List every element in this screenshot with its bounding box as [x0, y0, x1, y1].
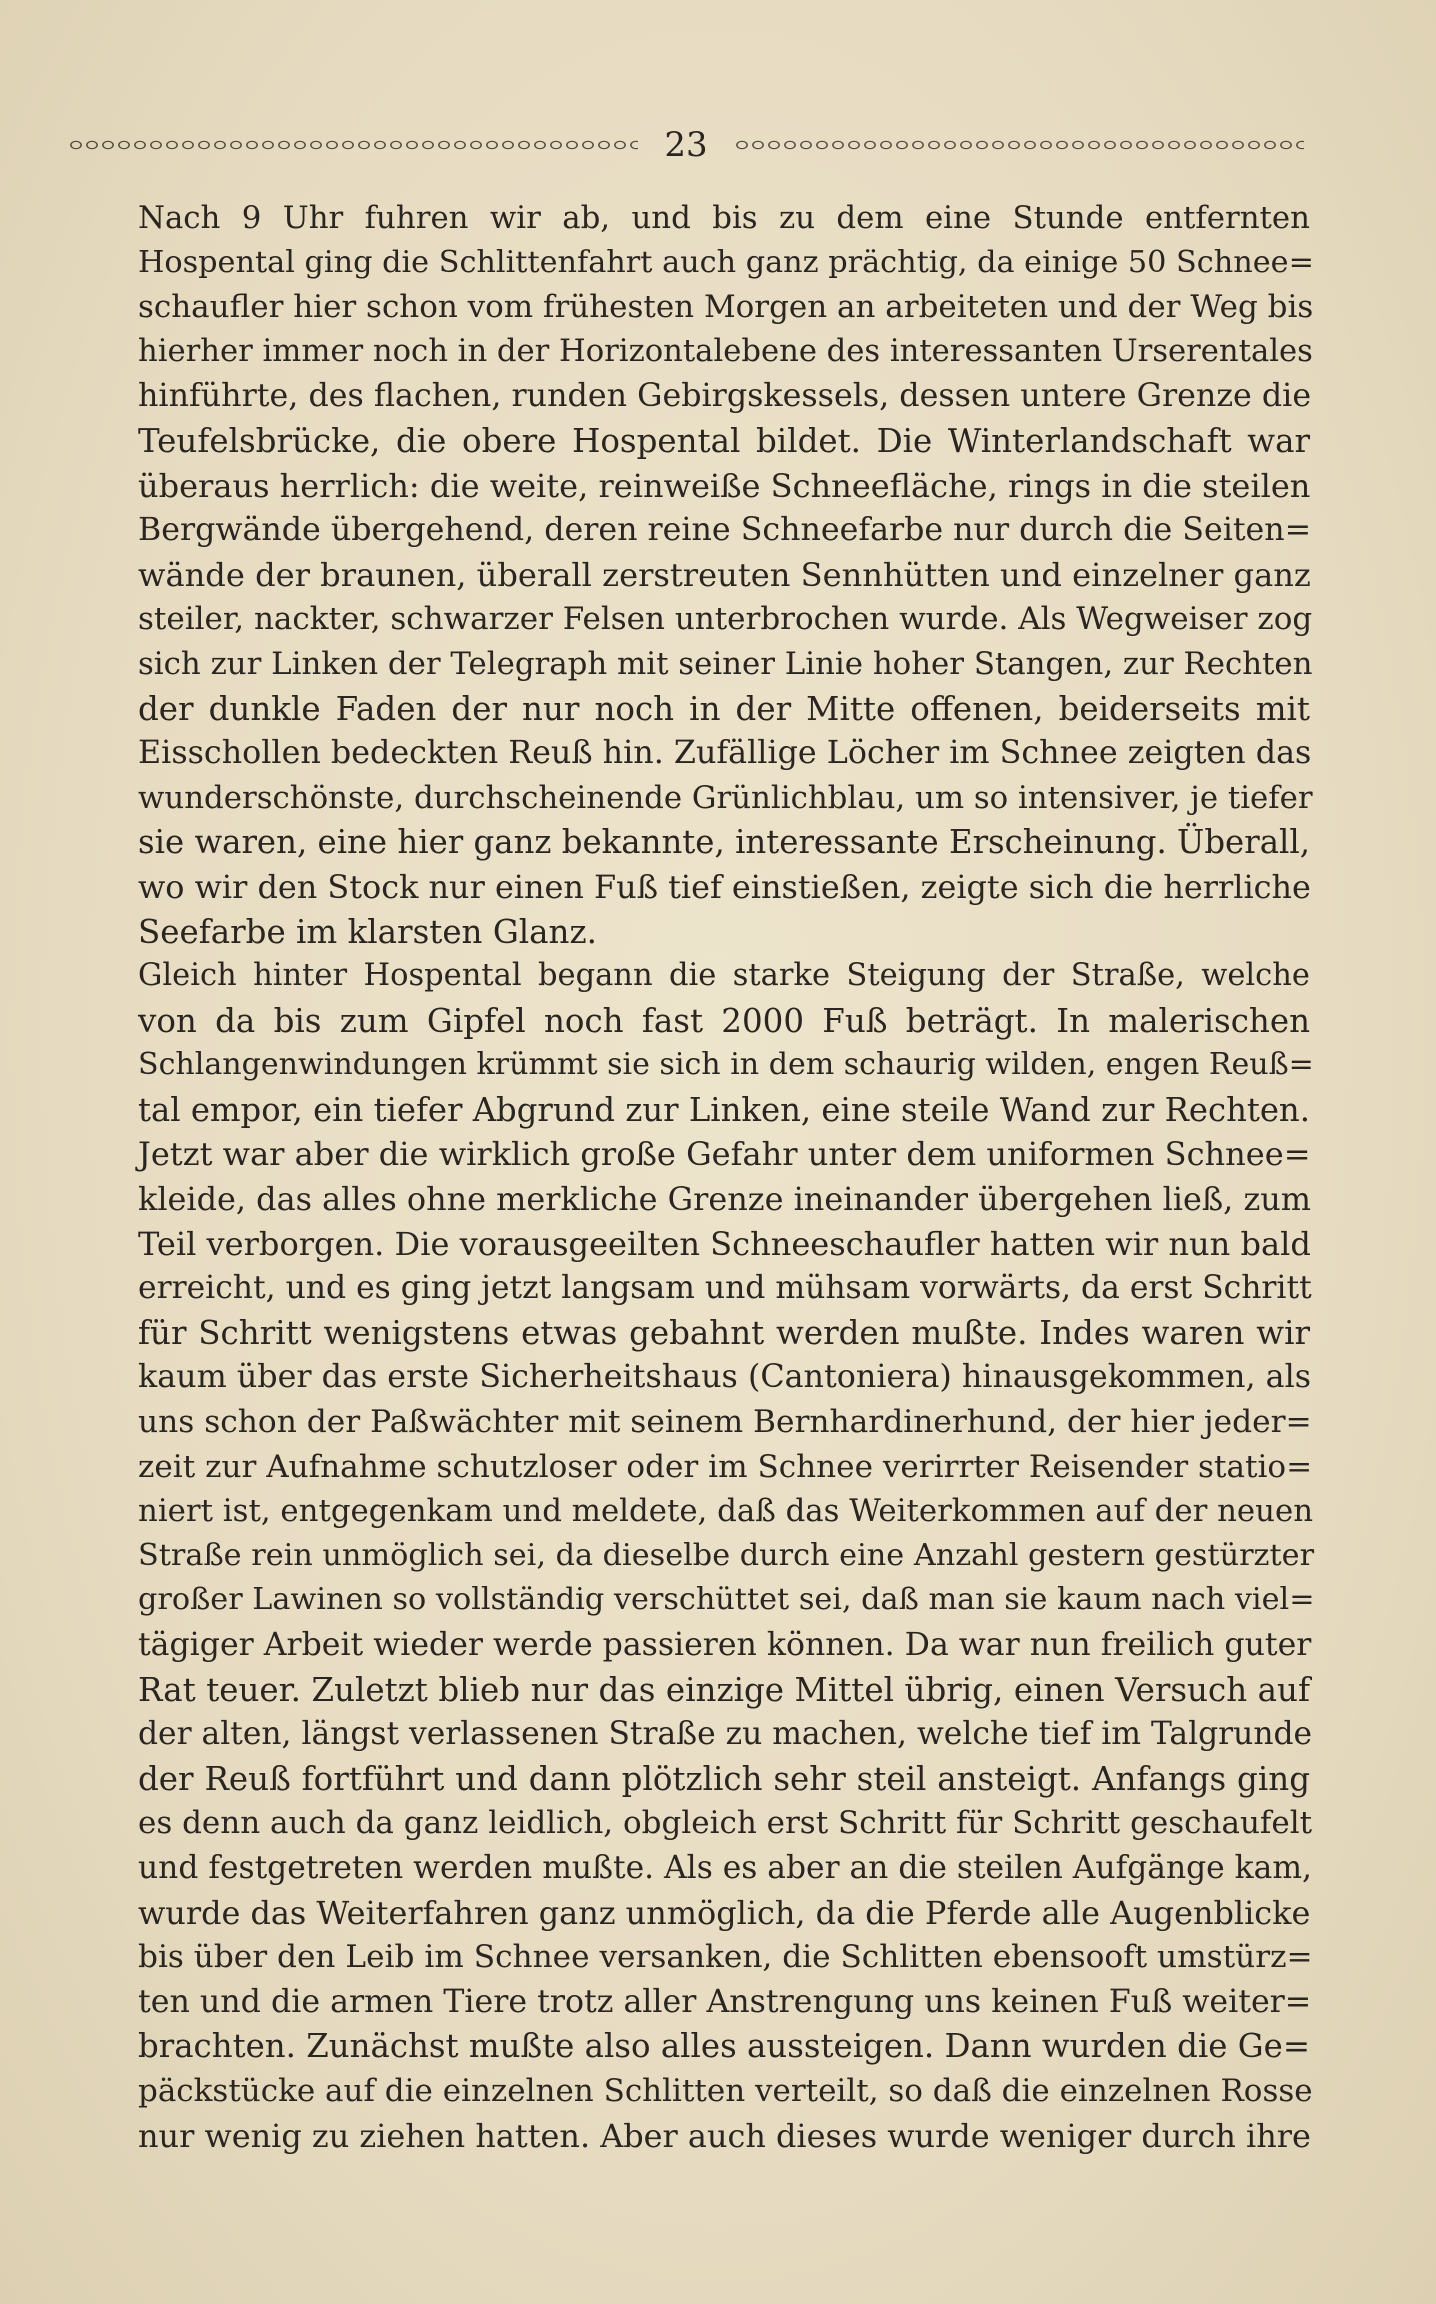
text-line: steiler, nackter, schwarzer Felsen unterbrochen wurde. Als Wegweiser zog	[138, 601, 1313, 638]
text-line: Hospental ging die Schlittenfahrt auch ganz prächtig, da einige 50 Schnee=	[138, 244, 1314, 280]
text-line: Jetzt war aber die wirklich große Gefahr unter dem uniformen Schnee=	[138, 1135, 1311, 1174]
paragraph-1	[74, 196, 1314, 954]
text-line: niert ist, entgegenkam und meldete, daß das Weiterkommen auf der neuen	[138, 1493, 1314, 1530]
text-line: Teil verborgen. Die vorausgeeilten Schneeschaufler hatten wir nun bald	[138, 1224, 1311, 1263]
text-line: überaus herrlich: die weite, reinweiße Schneefläche, rings in die steilen	[138, 466, 1311, 505]
text-line: von da bis zum Gipfel noch fast 2000 Fuß beträgt. In malerischen	[138, 1001, 1310, 1040]
text-line: sie waren, eine hier ganz bekannte, interessante Erscheinung. Überall,	[138, 823, 1310, 862]
text-line: Teufelsbrücke, die obere Hospental bildet. Die Winterlandschaft war	[138, 421, 1310, 460]
text-line: Schlangenwindungen krümmt sie sich in dem schaurig wilden, engen Reuß=	[138, 1047, 1314, 1083]
text-line: ten und die armen Tiere trotz aller Anstrengung uns keinen Fuß weiter=	[138, 1983, 1312, 2020]
text-line: der Reuß fortführt und dann plötzlich sehr steil ansteigt. Anfangs ging	[138, 1759, 1310, 1798]
text-line: wo wir den Stock nur einen Fuß tief einstießen, zeigte sich die herrliche	[138, 867, 1311, 906]
header-ornament-right	[734, 136, 1304, 154]
text-line: schaufler hier schon vom frühesten Morgen an arbeiteten und der Weg bis	[138, 289, 1314, 326]
text-line: kleide, das alles ohne merkliche Grenze ineinander übergehen ließ, zum	[138, 1180, 1312, 1219]
text-line: bis über den Leib im Schnee versanken, die Schlitten ebensooft umstürz=	[138, 1939, 1313, 1976]
text-line: Bergwände übergehend, deren reine Schneefarbe nur durch die Seiten=	[138, 512, 1312, 549]
text-line: Gleich hinter Hospental begann die starke Steigung der Straße, welche	[138, 958, 1310, 994]
text-line: brachten. Zunächst mußte also alles aussteigen. Dann wurden die Ge=	[138, 2027, 1310, 2066]
text-line: erreicht, und es ging jetzt langsam und mühsam vorwärts, da erst Schritt	[138, 1270, 1312, 1307]
header-ornament-left	[68, 136, 638, 154]
text-line: hierher immer noch in der Horizontalebene des interessanten Urserentales	[138, 333, 1313, 369]
text-line: tal empor, ein tiefer Abgrund zur Linken, eine steile Wand zur Rechten.	[138, 1090, 1310, 1129]
text-line: Seefarbe im klarsten Glanz.	[138, 912, 597, 951]
body-text	[74, 196, 1315, 2158]
text-line: es denn auch da ganz leidlich, obgleich erst Schritt für Schritt geschaufelt	[138, 1805, 1313, 1842]
text-line: Straße rein unmöglich sei, da dieselbe durch eine Anzahl gestern gestürzter	[138, 1537, 1315, 1573]
paragraph-2	[74, 954, 1315, 2158]
text-line: Eisschollen bedeckten Reuß hin. Zufällige Löcher im Schnee zeigten das	[138, 735, 1312, 772]
text-line: tägiger Arbeit wieder werde passieren können. Da war nun freilich guter	[138, 1627, 1312, 1663]
text-line: hinführte, des flachen, runden Gebirgskessels, dessen untere Grenze die	[138, 378, 1312, 415]
text-line: kaum über das erste Sicherheitshaus (Cantoniera) hinausgekommen, als	[138, 1359, 1312, 1396]
text-line: nur wenig zu ziehen hatten. Aber auch dieses wurde weniger durch ihre	[138, 2116, 1311, 2155]
text-line: päckstücke auf die einzelnen Schlitten verteilt, so daß die einzelnen Rosse	[138, 2072, 1313, 2109]
page-number: 23	[664, 125, 708, 165]
page-header	[68, 120, 1304, 170]
text-line: großer Lawinen so vollständig verschüttet sei, daß man sie kaum nach viel=	[138, 1582, 1315, 1618]
text-line: wurde das Weiterfahren ganz unmöglich, da die Pferde alle Augenblicke	[138, 1893, 1311, 1932]
text-line: zeit zur Aufnahme schutzloser oder im Schnee verirrter Reisender statio=	[138, 1448, 1313, 1485]
text-line: und festgetreten werden mußte. Als es aber an die steilen Aufgänge kam,	[138, 1849, 1312, 1886]
text-line: wunderschönste, durchscheinende Grünlichblau, um so intensiver, je tiefer	[138, 779, 1313, 816]
text-line: der alten, längst verlassenen Straße zu machen, welche tief im Talgrunde	[138, 1716, 1313, 1753]
text-line: Nach 9 Uhr fuhren wir ab, und bis zu dem eine Stunde entfernten	[138, 200, 1310, 236]
text-line: sich zur Linken der Telegraph mit seiner Linie hoher Stangen, zur Rechten	[138, 645, 1313, 682]
text-line: Rat teuer. Zuletzt blieb nur das einzige Mittel übrig, einen Versuch auf	[138, 1670, 1310, 1709]
text-line: uns schon der Paßwächter mit seinem Bernhardinerhund, der hier jeder=	[138, 1404, 1312, 1441]
text-line: der dunkle Faden der nur noch in der Mitte offenen, beiderseits mit	[138, 689, 1310, 728]
text-line: wände der braunen, überall zerstreuten Sennhütten und einzelner ganz	[138, 555, 1311, 594]
text-line: für Schritt wenigstens etwas gebahnt werden mußte. Indes waren wir	[138, 1313, 1310, 1352]
